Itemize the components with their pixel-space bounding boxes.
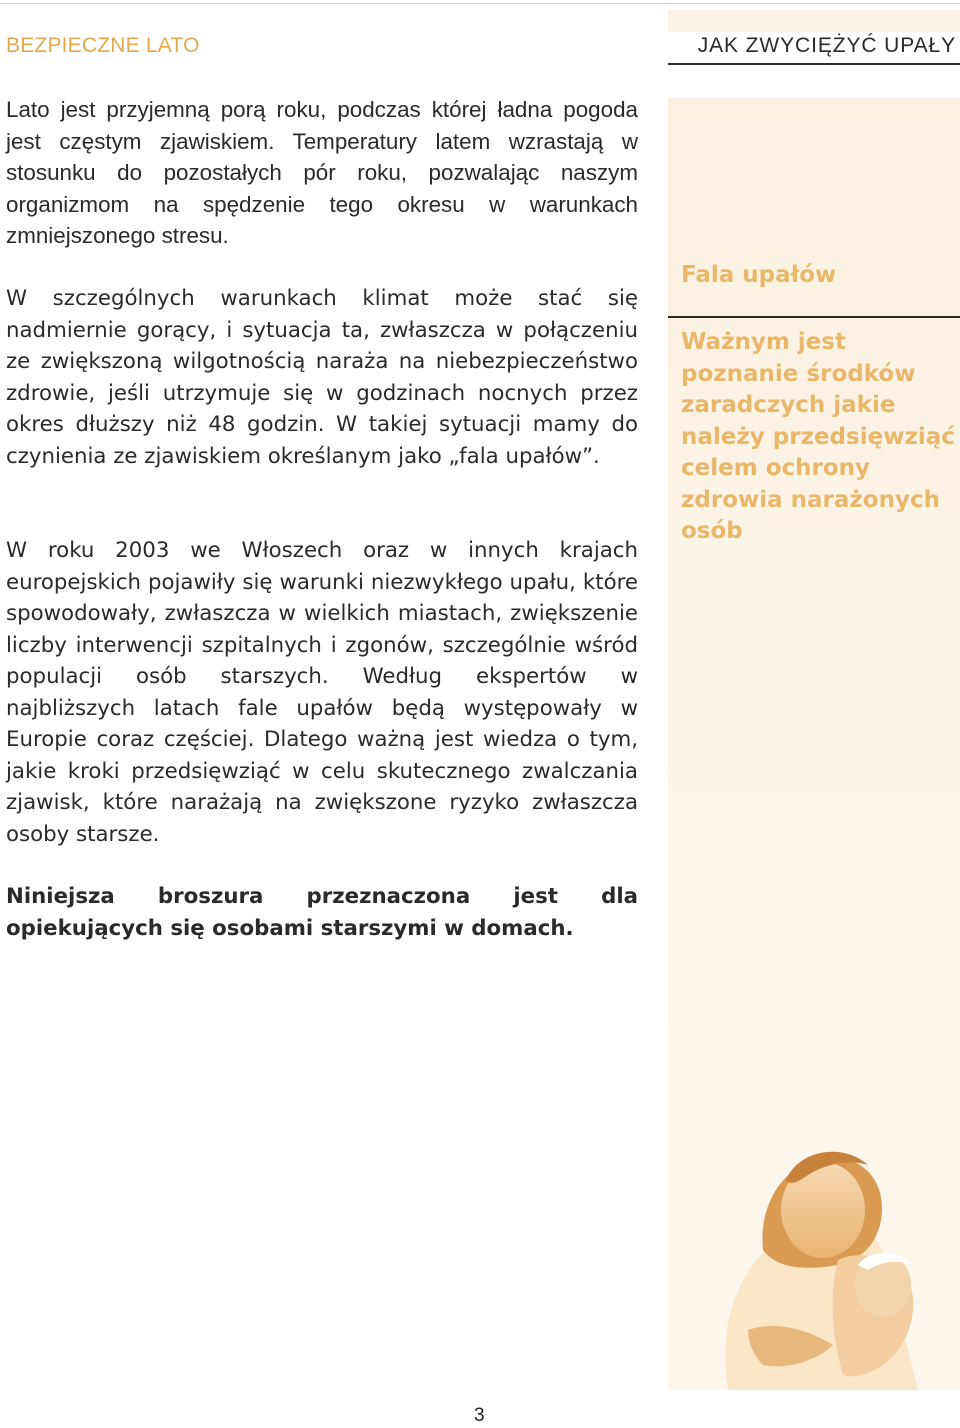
header-rule [668,63,960,65]
paragraph-2003-heatwave: W roku 2003 we Włoszech oraz w innych krajach europejskich pojawiły się warunki niezwykłego upału, które spowodowały, zwłaszcza w wielkich miastach, zwiększenie liczby interwencji szpitalnych i zgonów, szczególnie wśród populacji osób starszych. Według ekspertów w najbliższych latach fale upałów będą występowały w Europie coraz częściej. Dlatego ważną jest wiedza o tym, jakie kroki przedsięwziąć w celu skutecznego zwalczania zjawisk, które narażają na zwiększone ryzyko zwłaszcza osoby starsze. [6,538,638,847]
sidebar-rule [668,316,960,318]
paragraph-heatwave-definition: W szczególnych warunkach klimat może stać się nadmiernie gorący, i sytuacja ta, zwłaszcza w połączeniu ze zwiększoną wilgotnością naraża na niebezpieczeństwo zdrowie, jeśli utrzymuje się w godzinach nocnych przez okres dłuższy niż 48 godzin. W takiej sytuacji mamy do czynienia ze zjawiskiem określanym jako „fala upałów”. [6,286,638,469]
sidebar-title: Fala upałów [681,262,837,288]
header-band [668,10,960,32]
chapter-title: JAK ZWYCIĘŻYĆ UPAŁY [697,34,956,57]
sidebar-text: Ważnym jest poznanie środków zaradczych jakie należy przedsięwziąć celem ochrony zdrowia narażonych osób [681,329,955,544]
paragraph-intro: Lato jest przyjemną porą roku, podczas której ładna pogoda jest częstym zjawiskiem. Temperatury latem wzrastają w stosunku do pozostałych pór roku, pozwalając naszym organizmom na spędzenie tego okresu w warunkach zmniejszonego stresu. [6,97,638,248]
page-number: 3 [474,1405,485,1426]
top-rule [0,3,960,4]
section-title: BEZPIECZNE LATO [6,34,200,57]
paragraph-audience: Niniejsza broszura przeznaczona jest dla opiekujących się osobami starszymi w domach. [6,884,638,941]
caregiver-elderly-illustration-icon [668,1080,960,1390]
